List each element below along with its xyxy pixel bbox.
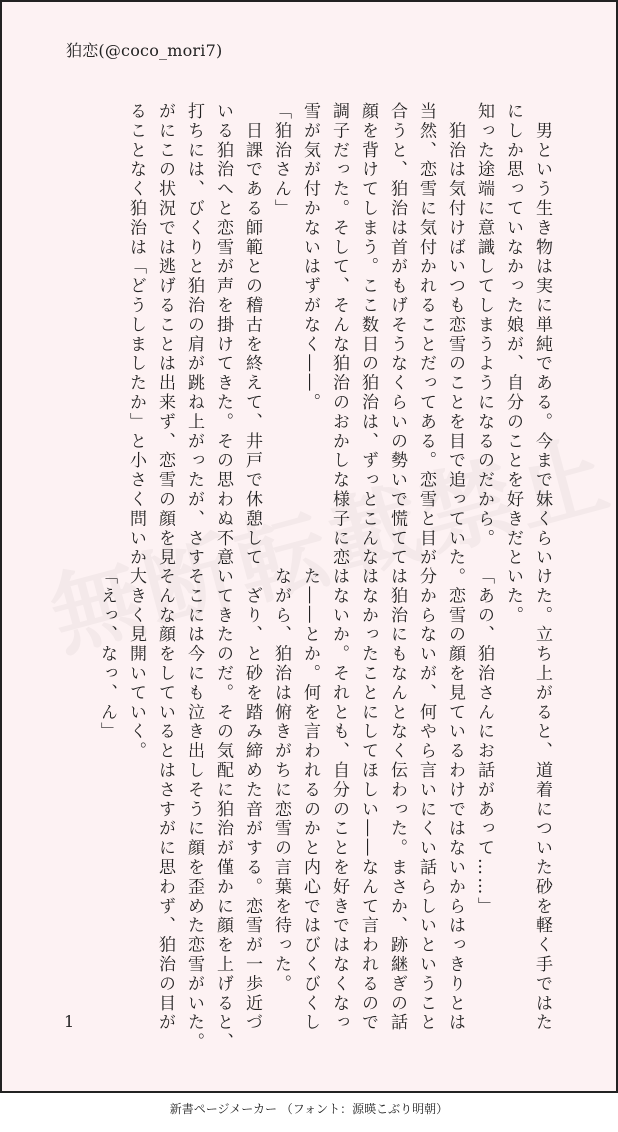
text-line: けた。立ち上がると、道着についた砂を軽く手ではた bbox=[532, 567, 552, 1033]
text-line: 調子だった。そして、そんな狛治のおかしな様子に恋 bbox=[329, 102, 349, 568]
text-line: はなかったことにしてほしい――なんて言われるので bbox=[358, 567, 378, 1033]
text-line: 合うと、狛治は首がもげそうなくらいの勢いで慌てて bbox=[387, 102, 407, 568]
text-line: がにこの状況では逃げることは出来ず、恋雪の顔を見 bbox=[155, 102, 175, 568]
footer-credit: 新書ページメーカー （フォント：源暎こぶり明朝） bbox=[169, 1102, 449, 1116]
text-line: いた。 bbox=[503, 567, 523, 626]
text-line: そんな顔をしているとはさすがに思わず、狛治の目が bbox=[155, 567, 175, 1033]
text-line: ながら、狛治は俯きがちに恋雪の言葉を待った。 bbox=[271, 567, 291, 994]
text-line: 打ちには、びくりと狛治の肩が跳ね上がったが、さす bbox=[184, 102, 204, 568]
text-line: 当然、恋雪に気付かれることだってある。恋雪と目が bbox=[416, 102, 436, 568]
text-line: ざり、と砂を踏み締めた音がする。恋雪が一歩近づ bbox=[242, 567, 262, 1033]
text-line: 狛治は気付けばいつも恋雪のことを目で追っていた。 bbox=[445, 102, 465, 587]
text-line: 分からないが、何やら言いにくい話らしいということ bbox=[416, 567, 436, 1033]
text-line: 「あの、狛治さんにお話があって……」 bbox=[474, 567, 494, 917]
text-line: いる狛治へと恋雪が声を掛けてきた。その思わぬ不意 bbox=[213, 102, 233, 568]
body-text-upper-block bbox=[121, 102, 556, 587]
text-line: 「狛治さん」 bbox=[271, 102, 291, 219]
page-header-title: 狛恋(@coco_mori7) bbox=[66, 41, 223, 60]
text-line: た――とか。何を言われるのかと内心ではびくびくし bbox=[300, 567, 320, 1033]
body-text-lower-block bbox=[92, 567, 556, 1052]
text-line: いてきたのだ。その気配に狛治が僅かに顔を上げると、 bbox=[213, 567, 233, 1052]
text-line: 雪が気が付かないはずがなく――。 bbox=[300, 102, 320, 413]
text-line: 知った途端に意識してしまうようになるのだから。 bbox=[474, 102, 494, 549]
text-line: ることなく狛治は「どうしましたか」と小さく問いか bbox=[126, 102, 146, 568]
text-line: 恋雪の顔を見ているわけではないからはっきりとは bbox=[445, 567, 465, 1033]
text-line: 男という生き物は実に単純である。今まで妹くらい bbox=[532, 102, 552, 568]
text-line: 日課である師範との稽古を終えて、井戸で休憩して bbox=[242, 102, 262, 568]
page-number: 1 bbox=[64, 1012, 75, 1031]
text-line: はないか。それとも、自分のことを好きではなくなっ bbox=[329, 567, 349, 1033]
text-line: 大きく見開いていく。 bbox=[126, 567, 146, 761]
text-line: は狛治にもなんとなく伝わった。まさか、跡継ぎの話 bbox=[387, 567, 407, 1033]
text-line: そこには今にも泣き出しそうに顔を歪めた恋雪がいた。 bbox=[184, 567, 204, 1052]
text-line: にしか思っていなかった娘が、自分のことを好きだと bbox=[503, 102, 523, 568]
text-line: 顔を背けてしまう。ここ数日の狛治は、ずっとこんな bbox=[358, 102, 378, 568]
text-line: 「えっ、なっ、ん」 bbox=[97, 567, 117, 742]
